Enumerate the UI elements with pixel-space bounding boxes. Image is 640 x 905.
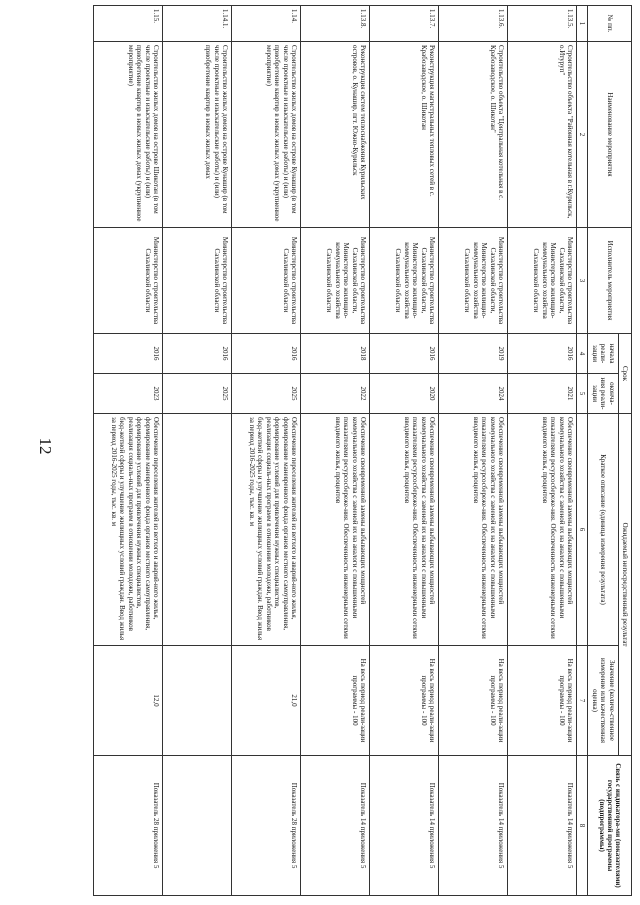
result-description: Обеспечение своевременной замены выбывающих мощностей коммунального хозяйства с заменой их на аналоги с повышенными показателями ресурсосбереже-ния. Обеспеченность инженерными сетями вводимого жилья, процентов	[370, 414, 439, 646]
start-year: 2016	[163, 334, 232, 374]
end-year: 2022	[301, 374, 370, 414]
start-year: 2016	[508, 334, 577, 374]
result-description: Обеспечение своевременной замены выбывающих мощностей коммунального хозяйства с заменой их на аналоги с повышенными показателями ресурсосбереже-ния. Обеспеченность инженерными сетями вводимого жилья, процентов	[301, 414, 370, 646]
activity-name: Строительство жилых домов на острове Шикотан (в том числе проектные и изыскательские работы) и (или) приобретение квартир в новых жилых домах (укрупненное мероприятие)	[94, 42, 163, 228]
executor: Министерство строительства Сахалинской области, Министерство жилищно-коммунального хозяйства Сахалинской области	[508, 228, 577, 334]
indicator-link	[163, 756, 232, 896]
table-row	[163, 6, 232, 896]
result-value: На весь период реали-зации программы - 100	[301, 646, 370, 756]
header-link: Связь с индикатора-ми (показателями) государственной программы (подпрограммы)	[588, 756, 632, 896]
column-numbers-row	[577, 6, 588, 896]
activity-name: Реконструкция магистральных тепловых сетей в с. Крабозаводское, о. Шикотан	[370, 42, 439, 228]
start-year: 2016	[370, 334, 439, 374]
rotated-table-container	[62, 5, 632, 895]
header-desc: Краткое описание (единица измерения результата)	[588, 414, 618, 646]
activity-name: Реконструкция систем теплоснабжения Курильских островов, о. Кунашир, пгт. Южно-Курильск	[301, 42, 370, 228]
header-executor: Исполнитель мероприятия	[588, 228, 632, 334]
result-value: На весь период реали-зации программы - 100	[370, 646, 439, 756]
indicator-link: Показатель 14 приложения 5	[301, 756, 370, 896]
start-year: 2016	[94, 334, 163, 374]
column-number: 6	[577, 414, 588, 646]
end-year: 2025	[232, 374, 301, 414]
activity-name: Строительство жилых домов на острове Кунашир (в том числе проектные и изыскательские работы) и (или) приобретение квартир в новых жилых домах (укрупненное мероприятие)	[232, 42, 301, 228]
program-activities-table	[93, 5, 632, 896]
header-start: начала реали-зации	[588, 334, 618, 374]
table-body	[94, 6, 577, 896]
column-number: 1	[577, 6, 588, 42]
result-description: Обеспечение своевременной замены выбывающих мощностей коммунального хозяйства с заменой их на аналоги с повышенными показателями ресурсосбереже-ния. Обеспеченность инженерными сетями вводимого жилья, процентов	[508, 414, 577, 646]
indicator-link: Показатель 14 приложения 5	[370, 756, 439, 896]
start-year: 2016	[232, 334, 301, 374]
indicator-link: Показатель 14 приложения 5	[508, 756, 577, 896]
row-number: 1.13.8.	[301, 6, 370, 42]
row-number: 1.14.	[232, 6, 301, 42]
page-number: 12	[36, 437, 55, 455]
activity-name: Строительство объекта "Центральная котельная в с. Крабозаводское, о. Шикотан"	[439, 42, 508, 228]
header-result: Ожидаемый непосредственный результат	[618, 414, 631, 756]
header-value: Значение (количе-ственное измерение или качественная оценка)	[588, 646, 618, 756]
indicator-link: Показатель 28 приложения 5	[232, 756, 301, 896]
executor: Министерство строительства Сахалинской области, Министерство жилищно-коммунального хозяйства Сахалинской области	[301, 228, 370, 334]
end-year: 2020	[370, 374, 439, 414]
start-year: 2018	[301, 334, 370, 374]
start-year: 2019	[439, 334, 508, 374]
end-year: 2021	[508, 374, 577, 414]
table-row	[508, 6, 577, 896]
executor: Министерство строительства Сахалинской области	[94, 228, 163, 334]
header-end: оконча-ния реали-зации	[588, 374, 618, 414]
result-value: 21,0	[232, 646, 301, 756]
result-description: Обеспечение своевременной замены выбывающих мощностей коммунального хозяйства с заменой их на аналоги с повышенными показателями ресурсосбереже-ния. Обеспеченность инженерными сетями вводимого жилья, процентов	[439, 414, 508, 646]
column-number: 7	[577, 646, 588, 756]
row-number: 1.13.7.	[370, 6, 439, 42]
table-row	[301, 6, 370, 896]
table-row	[439, 6, 508, 896]
header-num: № пп.	[588, 6, 632, 42]
column-number: 5	[577, 374, 588, 414]
table-row	[94, 6, 163, 896]
indicator-link: Показатель 14 приложения 5	[439, 756, 508, 896]
column-number: 4	[577, 334, 588, 374]
end-year: 2024	[439, 374, 508, 414]
row-number: 1.14.1.	[163, 6, 232, 42]
end-year: 2023	[94, 374, 163, 414]
row-number: 1.13.6.	[439, 6, 508, 42]
column-number: 3	[577, 228, 588, 334]
result-value: 12,0	[94, 646, 163, 756]
table-row	[370, 6, 439, 896]
row-number: 1.13.5.	[508, 6, 577, 42]
activity-name: Строительство жилых домов на острове Кунашир (в том числе проектные и изыскательские работы) и (или) приобретение квартир в новых жилых домах	[163, 42, 232, 228]
end-year: 2025	[163, 374, 232, 414]
result-value	[163, 646, 232, 756]
activity-name: Строительство объекта "Районная котельная в г.Курильск, о.Итуруп"	[508, 42, 577, 228]
indicator-link: Показатель 28 приложения 5	[94, 756, 163, 896]
result-value: На весь период реали-зации программы - 100	[439, 646, 508, 756]
executor: Министерство строительства Сахалинской области, Министерство жилищно-коммунального хозяйства Сахалинской области	[439, 228, 508, 334]
table-header	[577, 6, 632, 896]
column-number: 8	[577, 756, 588, 896]
row-number: 1.15.	[94, 6, 163, 42]
executor: Министерство строительства Сахалинской области	[232, 228, 301, 334]
header-name: Наименование мероприятия	[588, 42, 632, 228]
result-description: Обеспечение переселения жителей из ветхого и аварий-ного жилья, формирование маневренного фонда органов местного самоуправления, формирование условий для привлечения нужных специалистов, реализация социаль-ных программ в отношении молодежи, работников бюд-жетной сферы и улучшение жилищных условий граждан. Ввод жилья за период 2016-2025 годы, тыс. кв. м	[232, 414, 301, 646]
result-description	[163, 414, 232, 646]
column-number: 2	[577, 42, 588, 228]
executor: Министерство строительства Сахалинской области, Министерство жилищно-коммунального хозяйства Сахалинской области	[370, 228, 439, 334]
executor: Министерство строительства Сахалинской области	[163, 228, 232, 334]
result-value: На весь период реали-зации программы - 100	[508, 646, 577, 756]
header-term: Срок	[618, 334, 631, 414]
result-description: Обеспечение переселения жителей из ветхого и аварий-ного жилья, формирование маневренного фонда органов местного самоуправления, формирование условий для привлечения нужных специалистов, реализация социаль-ных программ в отношении молодежи, работников бюд-жетной сферы и улучшение жилищных условий граждан. Ввод жилья за период 2016-2025 годы, тыс. кв. м	[94, 414, 163, 646]
table-row	[232, 6, 301, 896]
